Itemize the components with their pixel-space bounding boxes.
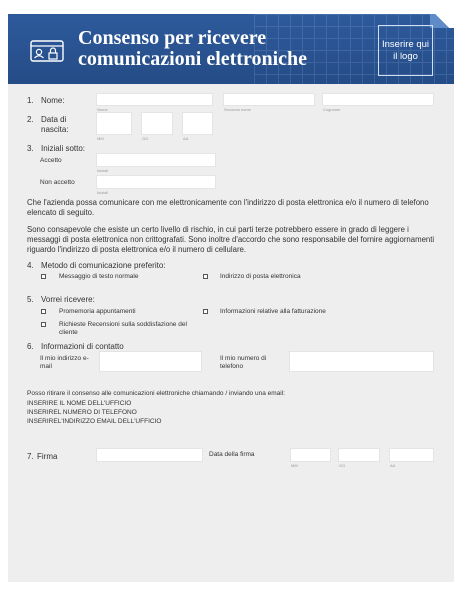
phone-number-field[interactable]: [289, 351, 434, 372]
withdraw-consent-text: Posso ritirare il consenso alle comunicazioni elettroniche chiamando / inviando una email:: [27, 390, 285, 397]
title-line-1: Consenso per ricevere: [78, 27, 267, 49]
accept-label: Accetto: [40, 157, 62, 164]
page-title: [78, 28, 307, 70]
accept-initials-hint: Iniziali: [97, 168, 109, 173]
receive-label: Vorrei ricevere:: [41, 295, 95, 304]
signature-month-hint: MM: [291, 463, 298, 468]
office-email: INSERIREL'INDIRIZZO EMAIL DELL'UFFICIO: [27, 418, 162, 425]
phone-number-label: Il mio numero di telefono: [220, 355, 267, 370]
contact-info-label: Informazioni di contatto: [41, 342, 124, 351]
text-message-label: Messaggio di testo normale: [59, 273, 139, 280]
decline-label: Non accetto: [40, 179, 75, 186]
section-3-number: 3.: [27, 144, 34, 153]
birth-day-hint: GG: [142, 136, 149, 141]
id-card-lock-icon: [30, 40, 64, 62]
decline-initials-hint: Iniziali: [97, 190, 109, 195]
section-6-number: 6.: [27, 342, 34, 351]
section-5-number: 5.: [27, 295, 34, 304]
satisfaction-survey-label: Richieste Recensioni sulla soddisfazione del cliente: [59, 321, 187, 336]
first-name-field[interactable]: [96, 93, 213, 106]
signature-field[interactable]: [96, 448, 203, 462]
birthdate-label-line-2: nascita:: [41, 125, 69, 134]
signature-label: Firma: [37, 452, 58, 461]
signature-day-hint: GG: [339, 463, 346, 468]
satisfaction-survey-checkbox[interactable]: [41, 322, 46, 327]
accept-initials-field[interactable]: [96, 153, 216, 167]
signature-date-label: Data della firma: [209, 451, 255, 458]
middle-name-field[interactable]: [223, 93, 315, 106]
last-name-field[interactable]: [322, 93, 434, 106]
birth-month-hint: MM: [97, 136, 104, 141]
email-address-field[interactable]: [99, 351, 202, 372]
consent-statement-1: Che l'azienda possa comunicare con me elettronicamente con l'indirizzo di posta elettronica e/o il numero di telefono elencato di seguito.: [27, 198, 429, 217]
logo-placeholder[interactable]: [378, 25, 433, 76]
appointment-reminders-label: Promemoria appuntamenti: [59, 308, 136, 315]
last-name-hint: Cognome: [323, 107, 341, 112]
initials-label: Iniziali sotto:: [41, 144, 86, 153]
signature-year-field[interactable]: [389, 448, 434, 462]
birth-day-field[interactable]: [141, 112, 173, 135]
birthdate-label-line-1: Data di: [41, 115, 67, 124]
appointment-reminders-checkbox[interactable]: [41, 309, 46, 314]
text-message-checkbox[interactable]: [41, 274, 46, 279]
page-corner-fold: [430, 14, 454, 28]
billing-info-checkbox[interactable]: [203, 309, 208, 314]
name-label: Nome:: [41, 96, 65, 105]
title-line-2: comunicazioni elettroniche: [78, 48, 308, 70]
signature-day-field[interactable]: [338, 448, 380, 462]
signature-month-field[interactable]: [290, 448, 331, 462]
email-checkbox[interactable]: [203, 274, 208, 279]
consent-statement-2: Sono consapevole che esiste un certo livello di rischio, in cui parti terze potrebbero essere in grado di leggere i messaggi di posta elettronica non crittografati. Sono inoltre d'accordo che sono responsabile del fornire aggiornamenti riguardo l'indirizzo di posta elettronica e/o il numero di cellulare.: [27, 225, 435, 254]
decline-initials-field[interactable]: [96, 175, 216, 189]
birth-month-field[interactable]: [96, 112, 132, 135]
signature-year-hint: AA: [390, 463, 396, 468]
office-name: INSERIRE IL NOME DELL'UFFICIO: [27, 400, 132, 407]
billing-info-label: Informazioni relative alla fatturazione: [220, 308, 326, 315]
section-7-number: 7.: [27, 452, 34, 461]
birth-year-field[interactable]: [182, 112, 213, 135]
email-option-label: Indirizzo di posta elettronica: [220, 273, 301, 280]
section-1-number: 1.: [27, 96, 34, 105]
office-phone: INSERIREL NUMERO DI TELEFONO: [27, 409, 137, 416]
first-name-hint: Nome: [97, 107, 108, 112]
birth-year-hint: AA: [183, 136, 189, 141]
email-address-label: Il mio indirizzo e-mail: [40, 355, 89, 370]
section-4-number: 4.: [27, 261, 34, 270]
middle-name-hint: Secondo nome: [224, 107, 251, 112]
preferred-method-label: Metodo di comunicazione preferito:: [41, 261, 166, 270]
logo-placeholder-text: Inserire qui il logo: [382, 38, 429, 62]
section-2-number: 2.: [27, 115, 34, 124]
